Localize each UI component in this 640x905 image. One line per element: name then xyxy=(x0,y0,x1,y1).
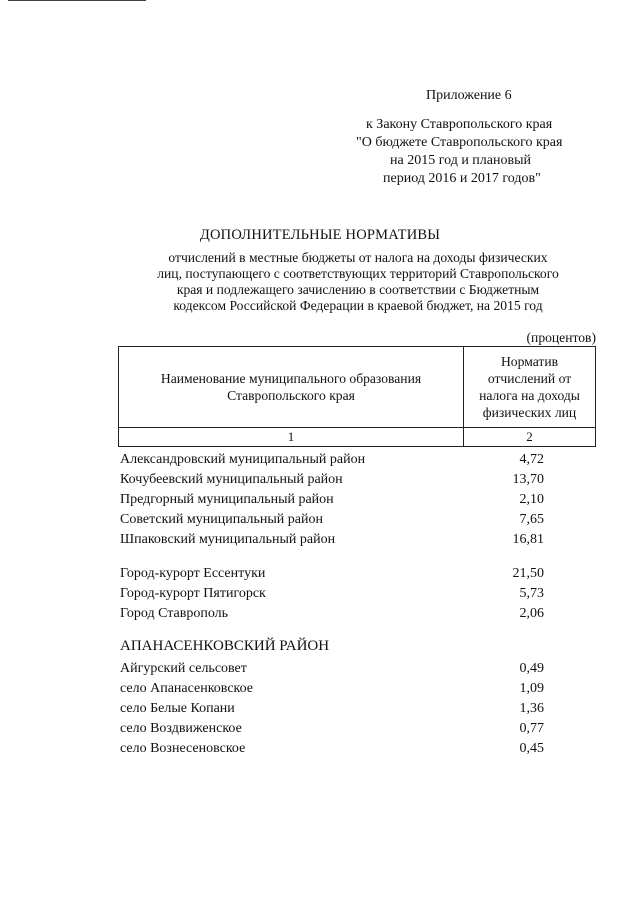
subtitle-line: лиц, поступающего с соответствующих территорий Ставропольского xyxy=(157,266,559,281)
col2-header-line: Норматив xyxy=(500,354,559,369)
row-name: село Белые Копани xyxy=(120,701,235,716)
col2-header-line: отчислений от xyxy=(487,371,572,386)
table-row xyxy=(120,532,596,550)
row-value: 2,10 xyxy=(519,492,544,507)
table-row xyxy=(120,701,596,719)
row-name: Шпаковский муниципальный район xyxy=(120,532,336,547)
col1-header xyxy=(119,347,464,428)
row-name: Город Ставрополь xyxy=(120,606,229,621)
subtitle-line: отчислений в местные бюджеты от налога на доходы физических xyxy=(168,250,548,265)
row-value: 2,06 xyxy=(519,606,544,621)
appendix-law-line: к Закону Ставропольского края xyxy=(366,117,553,132)
col2-header xyxy=(464,347,596,428)
row-name: село Воздвиженское xyxy=(120,721,242,736)
unit-label: (процентов) xyxy=(526,330,596,345)
row-value: 1,36 xyxy=(519,701,544,716)
appendix-number: Приложение 6 xyxy=(426,88,512,103)
appendix-law-title-2: на 2015 год и плановый xyxy=(390,153,532,168)
scan-edge-line xyxy=(8,0,146,1)
table-row xyxy=(120,741,596,759)
row-value: 5,73 xyxy=(519,586,544,601)
row-value: 1,09 xyxy=(519,681,544,696)
row-value: 16,81 xyxy=(512,532,544,547)
row-name: Советский муниципальный район xyxy=(120,512,323,527)
table-header xyxy=(118,346,596,447)
row-name: Александровский муниципальный район xyxy=(120,452,366,467)
document-subtitle xyxy=(118,250,598,314)
row-value: 7,65 xyxy=(519,512,544,527)
document-title: ДОПОЛНИТЕЛЬНЫЕ НОРМАТИВЫ xyxy=(199,227,441,243)
col1-header-line: Наименование муниципального образования xyxy=(160,371,422,386)
row-value: 13,70 xyxy=(512,472,544,487)
table-row xyxy=(120,472,596,490)
appendix-law-title-3: период 2016 и 2017 годов" xyxy=(383,171,541,186)
row-name: Айгурский сельсовет xyxy=(120,661,247,676)
col1-number: 1 xyxy=(119,428,464,447)
row-name: село Апанасенковское xyxy=(120,681,254,696)
row-name: Предгорный муниципальный район xyxy=(120,492,334,507)
row-name: село Вознесеновское xyxy=(120,741,246,756)
row-name: Город-курорт Ессентуки xyxy=(120,566,266,581)
table-row xyxy=(120,566,596,584)
appendix-law-title-1: "О бюджете Ставропольского края xyxy=(356,135,563,150)
district-heading: АПАНАСЕНКОВСКИЙ РАЙОН xyxy=(120,638,330,654)
row-value: 0,49 xyxy=(519,661,544,676)
col1-header-line: Ставропольского края xyxy=(227,388,355,403)
row-value: 21,50 xyxy=(512,566,544,581)
subtitle-line: края и подлежащего зачислению в соответствии с Бюджетным xyxy=(176,282,540,297)
table-row xyxy=(120,492,596,510)
col2-header-line: налога на доходы xyxy=(479,388,580,403)
row-value: 0,45 xyxy=(519,741,544,756)
table-row xyxy=(120,512,596,530)
table-row xyxy=(120,586,596,604)
row-value: 4,72 xyxy=(519,452,544,467)
col2-header-line: физических лиц xyxy=(482,405,577,420)
table-row xyxy=(120,661,596,679)
table-row xyxy=(120,721,596,739)
table-row xyxy=(120,681,596,699)
row-value: 0,77 xyxy=(519,721,544,736)
col2-number: 2 xyxy=(464,428,596,447)
row-name: Кочубеевский муниципальный район xyxy=(120,472,343,487)
table-row xyxy=(120,606,596,624)
row-name: Город-курорт Пятигорск xyxy=(120,586,266,601)
table-row xyxy=(120,452,596,470)
subtitle-line: кодексом Российской Федерации в краевой бюджет, на 2015 год xyxy=(173,298,543,313)
